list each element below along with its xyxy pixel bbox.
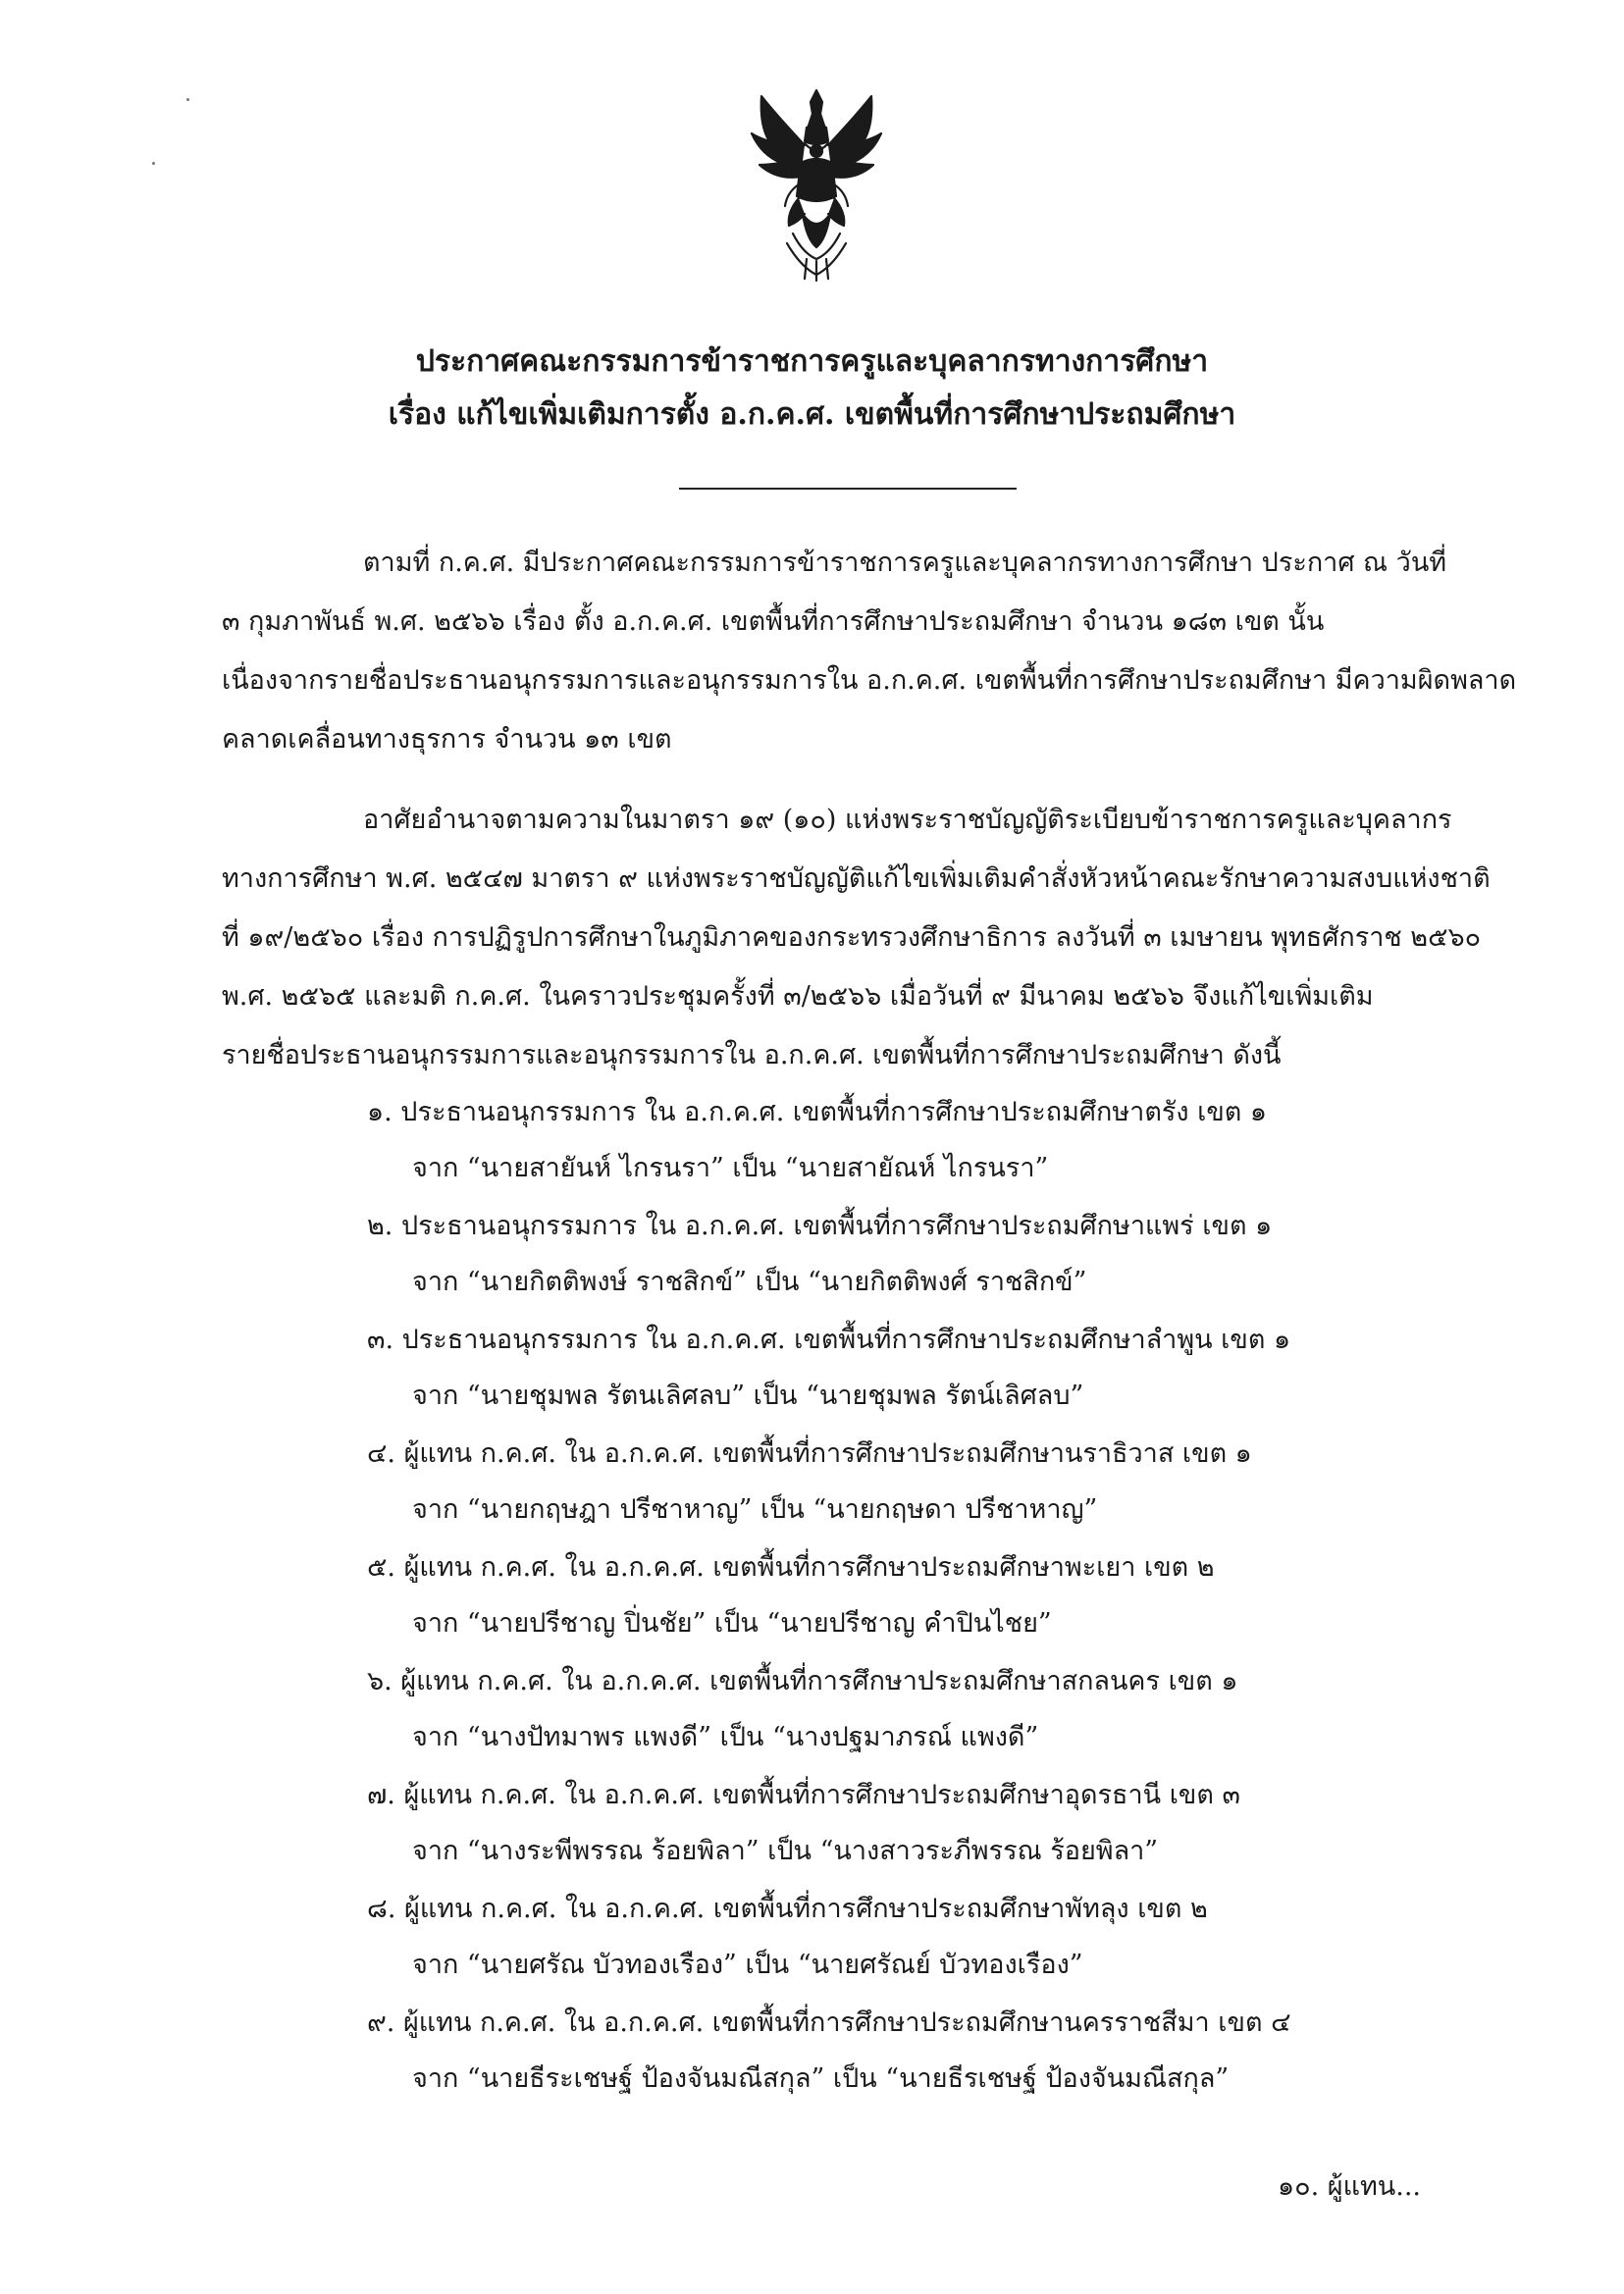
announcement-subject: เรื่อง แก้ไขเพิ่มเติมการตั้ง อ.ก.ค.ศ. เขตพื้นที่การศึกษาประถมศึกษา <box>388 397 1236 432</box>
paragraph-line: ทางการศึกษา พ.ศ. ๒๕๔๗ มาตรา ๙ แห่งพระราชบัญญัติแก้ไขเพิ่มเติมคำสั่งหัวหน้าคณะรักษาความสงบแห่งชาติ <box>222 863 1491 894</box>
scan-speck <box>152 162 155 165</box>
list-item-change: จาก “นายธีระเชษฐ์ ป้องจันมณีสกุล” เป็น “นายธีรเชษฐ์ ป้องจันมณีสกุล” <box>412 2063 1230 2094</box>
announcement-title: ประกาศคณะกรรมการข้าราชการครูและบุคลากรทางการศึกษา <box>415 344 1209 379</box>
paragraph-line: ที่ ๑๙/๒๕๖๐ เรื่อง การปฏิรูปการศึกษาในภูมิภาคของกระทรวงศึกษาธิการ ลงวันที่ ๓ เมษายน พุทธศักราช ๒๕๖๐ <box>222 922 1482 953</box>
continued-marker: ๑๐. ผู้แทน... <box>1278 2171 1422 2202</box>
garuda-emblem-icon <box>748 86 885 283</box>
list-item-heading: ๒. ประธานอนุกรรมการ ใน อ.ก.ค.ศ. เขตพื้นที่การศึกษาประถมศึกษาแพร่ เขต ๑ <box>367 1211 1273 1241</box>
list-item-change: จาก “นายปรีชาญ ปิ่นชัย” เป็น “นายปรีชาญ คำปินไชย” <box>412 1608 1052 1639</box>
list-item-heading: ๔. ผู้แทน ก.ค.ศ. ใน อ.ก.ค.ศ. เขตพื้นที่การศึกษาประถมศึกษานราธิวาส เขต ๑ <box>367 1438 1252 1469</box>
list-item-change: จาก “นางระพีพรรณ ร้อยพิลา” เป็น “นางสาวระภีพรรณ ร้อยพิลา” <box>412 1836 1159 1866</box>
list-item-heading: ๑. ประธานอนุกรรมการ ใน อ.ก.ค.ศ. เขตพื้นที่การศึกษาประถมศึกษาตรัง เขต ๑ <box>367 1097 1268 1127</box>
list-item-heading: ๘. ผู้แทน ก.ค.ศ. ใน อ.ก.ค.ศ. เขตพื้นที่การศึกษาประถมศึกษาพัทลุง เขต ๒ <box>367 1894 1208 1924</box>
list-item-heading: ๗. ผู้แทน ก.ค.ศ. ใน อ.ก.ค.ศ. เขตพื้นที่การศึกษาประถมศึกษาอุดรธานี เขต ๓ <box>367 1780 1240 1810</box>
list-item-heading: ๓. ประธานอนุกรรมการ ใน อ.ก.ค.ศ. เขตพื้นที่การศึกษาประถมศึกษาลำพูน เขต ๑ <box>367 1325 1291 1355</box>
list-item-change: จาก “นายชุมพล รัตนเลิศลบ” เป็น “นายชุมพล รัตน์เลิศลบ” <box>412 1381 1084 1411</box>
title-divider <box>679 488 1017 490</box>
list-item-change: จาก “นายศรัณ บัวทองเรือง” เป็น “นายศรัณย์ บัวทองเรือง” <box>412 1950 1083 1980</box>
paragraph-line: รายชื่อประธานอนุกรรมการและอนุกรรมการใน อ.ก.ค.ศ. เขตพื้นที่การศึกษาประถมศึกษา ดังนี้ <box>222 1040 1282 1070</box>
list-item-heading: ๖. ผู้แทน ก.ค.ศ. ใน อ.ก.ค.ศ. เขตพื้นที่การศึกษาประถมศึกษาสกลนคร เขต ๑ <box>367 1666 1238 1696</box>
paragraph-line: ตามที่ ก.ค.ศ. มีประกาศคณะกรรมการข้าราชการครูและบุคลากรทางการศึกษา ประกาศ ณ วันที่ <box>363 547 1447 578</box>
list-item-heading: ๕. ผู้แทน ก.ค.ศ. ใน อ.ก.ค.ศ. เขตพื้นที่การศึกษาประถมศึกษาพะเยา เขต ๒ <box>367 1552 1215 1583</box>
paragraph-line: อาศัยอำนาจตามความในมาตรา ๑๙ (๑๐) แห่งพระราชบัญญัติระเบียบข้าราชการครูและบุคลากร <box>363 805 1452 835</box>
list-item-change: จาก “นายกิตติพงษ์ ราชสิกข์” เป็น “นายกิตติพงศ์ ราชสิกข์” <box>412 1267 1087 1297</box>
paragraph-line: เนื่องจากรายชื่อประธานอนุกรรมการและอนุกรรมการใน อ.ก.ค.ศ. เขตพื้นที่การศึกษาประถมศึกษา มีความผิดพลาด <box>222 665 1517 696</box>
scan-speck <box>186 98 189 101</box>
paragraph-line: คลาดเคลื่อนทางธุรการ จำนวน ๑๓ เขต <box>222 724 672 755</box>
list-item-change: จาก “นายกฤษฎา ปรีชาหาญ” เป็น “นายกฤษดา ปรีชาหาญ” <box>412 1494 1098 1525</box>
paragraph-line: พ.ศ. ๒๕๖๕ และมติ ก.ค.ศ. ในคราวประชุมครั้งที่ ๓/๒๕๖๖ เมื่อวันที่ ๙ มีนาคม ๒๕๖๖ จึงแก้ไขเพิ่มเติม <box>222 981 1374 1012</box>
list-item-change: จาก “นายสายันห์ ไกรนรา” เป็น “นายสายัณห์ ไกรนรา” <box>412 1153 1049 1183</box>
list-item-heading: ๙. ผู้แทน ก.ค.ศ. ใน อ.ก.ค.ศ. เขตพื้นที่การศึกษาประถมศึกษานครราชสีมา เขต ๔ <box>367 2007 1291 2038</box>
paragraph-line: ๓ กุมภาพันธ์ พ.ศ. ๒๕๖๖ เรื่อง ตั้ง อ.ก.ค.ศ. เขตพื้นที่การศึกษาประถมศึกษา จำนวน ๑๘๓ เขต นั้น <box>222 606 1325 637</box>
list-item-change: จาก “นางปัทมาพร แพงดี” เป็น “นางปฐมาภรณ์ แพงดี” <box>412 1722 1039 1752</box>
